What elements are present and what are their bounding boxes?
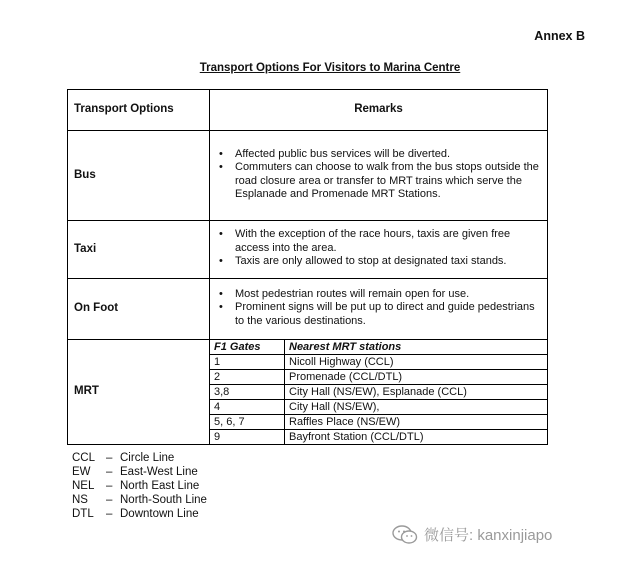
legend-name: Circle Line xyxy=(120,452,175,464)
legend-name: North East Line xyxy=(120,480,200,492)
watermark-text: 微信号: kanxinjiapo xyxy=(424,527,553,544)
document-title: Transport Options For Visitors to Marina Centre xyxy=(199,62,461,74)
nearest-station: Bayfront Station (CCL/DTL) xyxy=(289,431,424,443)
header-remarks: Remarks xyxy=(210,90,548,131)
legend-item xyxy=(72,507,207,521)
legend-abbr: CCL xyxy=(72,452,96,464)
mode-mrt: MRT xyxy=(68,340,210,445)
gate-number: 5, 6, 7 xyxy=(210,415,285,430)
legend-dash: – xyxy=(106,452,113,464)
gate-row xyxy=(210,355,547,370)
nearest-station: Nicoll Highway (CCL) xyxy=(285,355,548,370)
legend-abbr: NS xyxy=(72,494,88,506)
legend-name: East-West Line xyxy=(120,466,198,478)
bus-remark: • Commuters can choose to walk from the bus stops outside the road closure area or transfer to MRT trains which serve the Esplanade and Promenade MRT Stations. xyxy=(235,161,540,202)
legend-dash: – xyxy=(106,494,113,506)
nearest-station: City Hall (NS/EW), xyxy=(285,400,548,415)
legend-item xyxy=(72,451,207,465)
legend-dash: – xyxy=(106,508,113,520)
gate-number: 9 xyxy=(210,430,285,445)
gate-row xyxy=(210,415,547,430)
taxi-remark: • Taxis are only allowed to stop at designated taxi stands. xyxy=(235,255,540,269)
mode-on-foot: On Foot xyxy=(68,279,210,340)
wechat-icon xyxy=(392,525,418,545)
remarks-taxi xyxy=(210,221,548,279)
mode-taxi: Taxi xyxy=(68,221,210,279)
legend-abbr: EW xyxy=(72,466,91,478)
gate-row xyxy=(210,385,547,400)
header-transport-options: Transport Options xyxy=(68,90,210,131)
legend-name: North-South Line xyxy=(120,494,207,506)
mrt-gates-cell xyxy=(210,340,548,445)
nearest-station: Promenade (CCL/DTL) xyxy=(285,370,548,385)
legend-dash: – xyxy=(106,466,113,478)
mrt-line-legend xyxy=(72,451,207,521)
legend-abbr: NEL xyxy=(72,480,95,492)
legend-item xyxy=(72,465,207,479)
legend-abbr: DTL xyxy=(72,508,94,520)
nearest-station: City Hall (NS/EW), Esplanade (CCL) xyxy=(285,385,548,400)
gate-number: 2 xyxy=(210,370,285,385)
annex-label: Annex B xyxy=(534,29,585,43)
legend-dash: – xyxy=(106,480,113,492)
mode-bus: Bus xyxy=(68,131,210,221)
table-row-taxi xyxy=(68,221,548,279)
gate-row xyxy=(210,400,547,415)
table-row-on-foot xyxy=(68,279,548,340)
on-foot-remark: • Prominent signs will be put up to direct and guide pedestrians to the various destinations. xyxy=(235,301,540,328)
table-row-mrt xyxy=(68,340,548,445)
legend-item xyxy=(72,479,207,493)
transport-options-table xyxy=(67,89,548,445)
legend-item xyxy=(72,493,207,507)
remarks-on-foot xyxy=(210,279,548,340)
on-foot-remark: • Most pedestrian routes will remain open for use. xyxy=(235,288,540,302)
nearest-station: Raffles Place (NS/EW) xyxy=(285,415,548,430)
gates-header-row xyxy=(210,340,547,355)
gate-row xyxy=(210,370,547,385)
gate-number: 3,8 xyxy=(210,385,285,400)
stations-header: Nearest MRT stations xyxy=(285,340,548,355)
taxi-remark: • With the exception of the race hours, taxis are given free access into the area. xyxy=(235,228,540,255)
gate-number: 1 xyxy=(210,355,285,370)
gate-number: 4 xyxy=(210,400,285,415)
remarks-bus xyxy=(210,131,548,221)
table-row-bus xyxy=(68,131,548,221)
bus-remark: • Affected public bus services will be diverted. xyxy=(235,148,540,162)
legend-name: Downtown Line xyxy=(120,508,199,520)
gates-header: F1 Gates xyxy=(210,340,285,355)
wechat-watermark xyxy=(392,524,552,545)
mrt-gates-table xyxy=(210,340,547,444)
gate-row xyxy=(210,430,547,445)
table-header-row xyxy=(68,90,548,131)
